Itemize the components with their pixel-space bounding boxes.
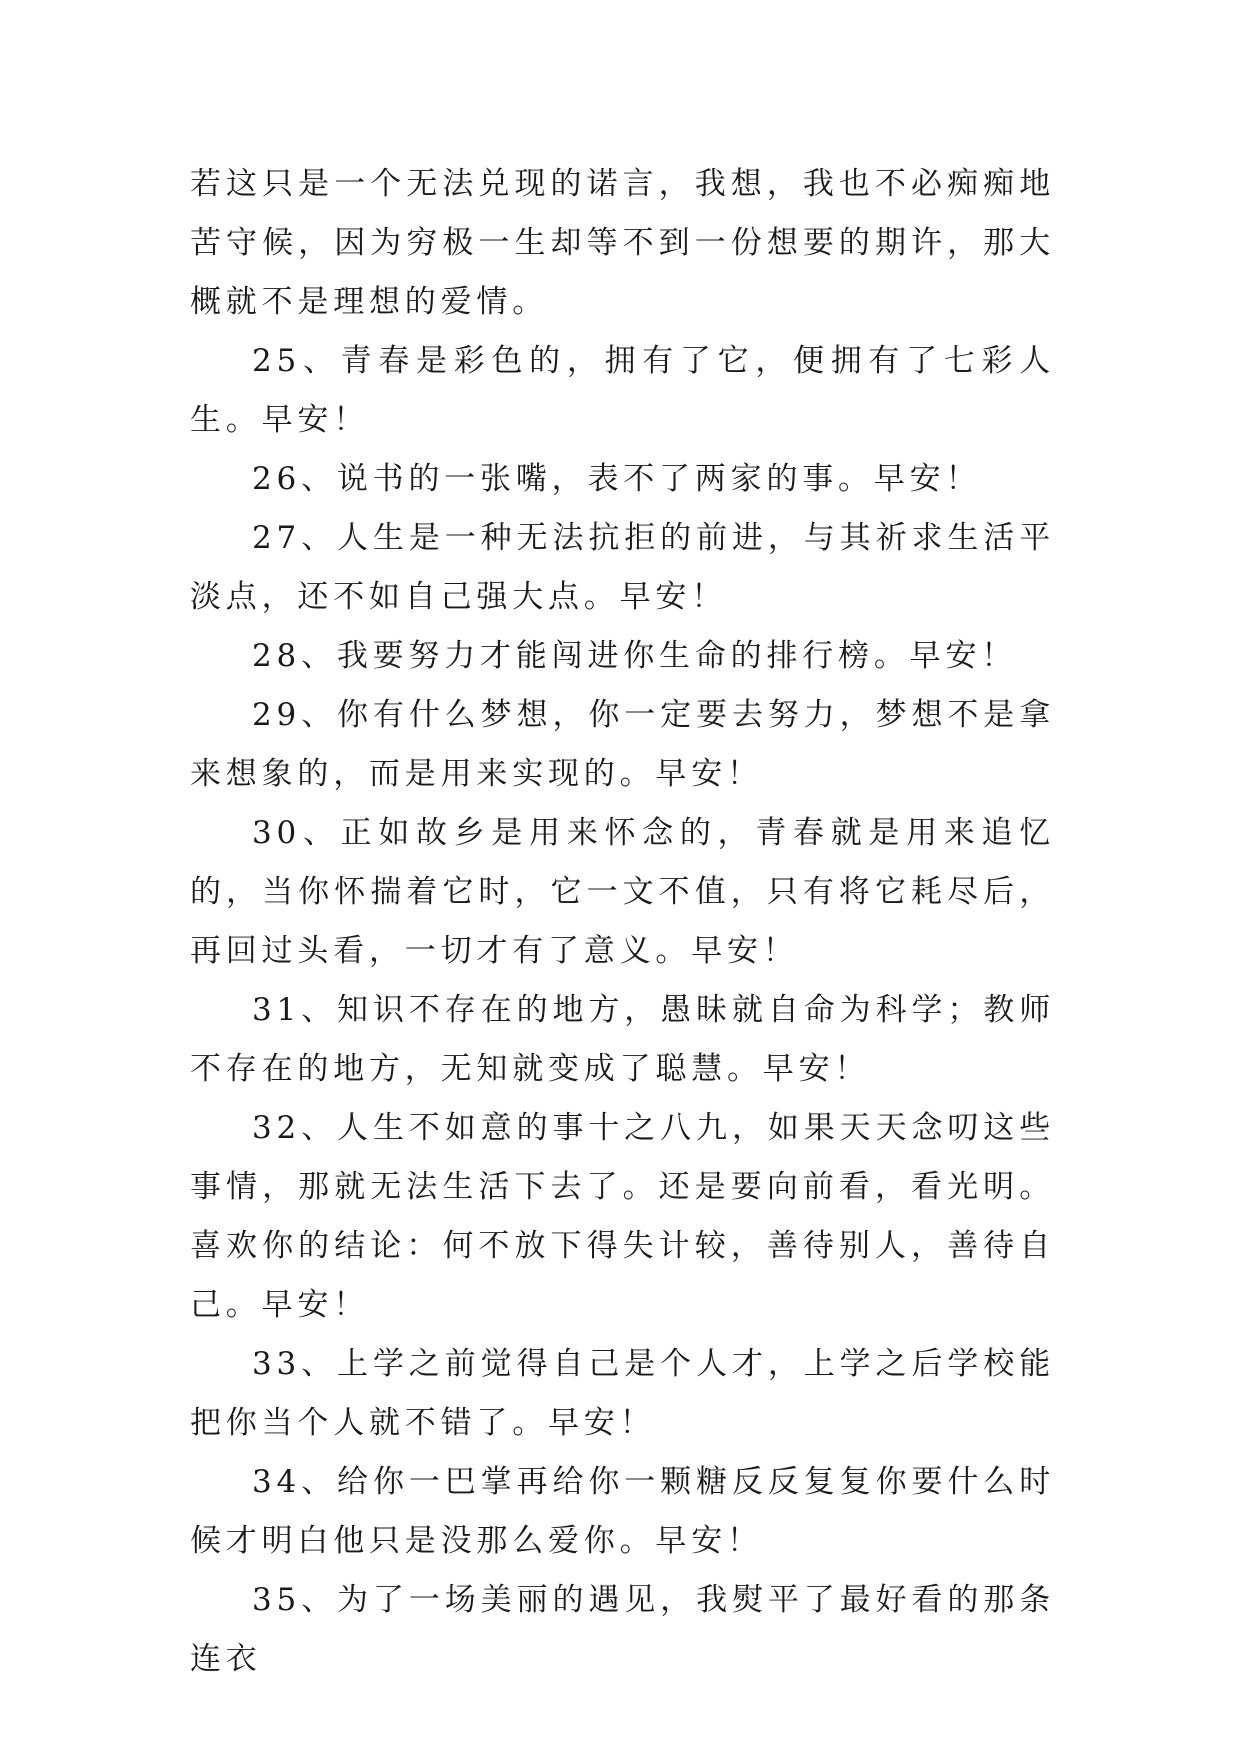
paragraph-27: 27、人生是一种无法抗拒的前进，与其祈求生活平淡点，还不如自己强大点。早安！: [190, 520, 1055, 615]
paragraph-25: 25、青春是彩色的，拥有了它，便拥有了七彩人生。早安！: [190, 343, 1055, 438]
document-body: [190, 155, 1055, 1689]
paragraph-continued: 若这只是一个无法兑现的诺言，我想，我也不必痴痴地苦守候，因为穷极一生却等不到一份想要的期许，那大概就不是理想的爱情。: [190, 166, 1055, 320]
paragraph-30: 30、正如故乡是用来怀念的，青春就是用来追忆的，当你怀揣着它时，它一文不值，只有将它耗尽后，再回过头看，一切才有了意义。早安！: [190, 815, 1055, 969]
paragraph-31: 31、知识不存在的地方，愚昧就自命为科学；教师不存在的地方，无知就变成了聪慧。早安！: [190, 992, 1055, 1087]
paragraph-28: 28、我要努力才能闯进你生命的排行榜。早安！: [252, 638, 1018, 674]
paragraph-33: 33、上学之前觉得自己是个人才，上学之后学校能把你当个人就不错了。早安！: [190, 1346, 1055, 1441]
paragraph-29: 29、你有什么梦想，你一定要去努力，梦想不是拿来想象的，而是用来实现的。早安！: [190, 697, 1055, 792]
paragraph-32: 32、人生不如意的事十之八九，如果天天念叨这些事情，那就无法生活下去了。还是要向前看，看光明。喜欢你的结论：何不放下得失计较，善待别人，善待自己。早安！: [190, 1110, 1055, 1323]
paragraph-26: 26、说书的一张嘴，表不了两家的事。早安！: [252, 461, 982, 497]
paragraph-35: 35、为了一场美丽的遇见，我熨平了最好看的那条连衣: [190, 1582, 1055, 1677]
paragraph-34: 34、给你一巴掌再给你一颗糖反反复复你要什么时候才明白他只是没那么爱你。早安！: [190, 1464, 1055, 1559]
